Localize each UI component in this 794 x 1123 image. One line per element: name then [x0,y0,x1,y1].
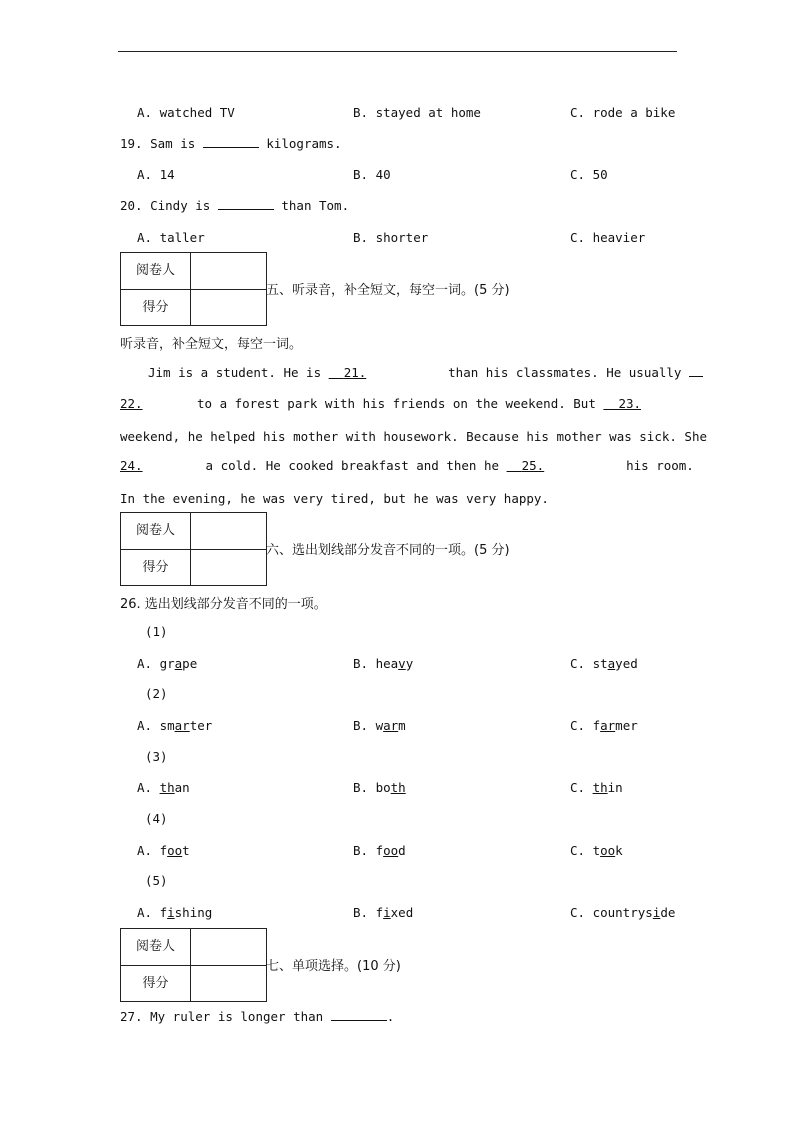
phonics-option-a: A. smarter [137,718,213,733]
score-table [120,512,267,586]
underlined-letters: th [592,780,608,795]
phonics-option-c: C. took [570,843,623,858]
header-rule [118,51,677,52]
phonics-option-b: B. warm [353,718,406,733]
item-number: (4) [145,811,168,826]
phonics-option-b: B. food [353,843,406,858]
underlined-letters: ar [174,718,190,733]
phonics-option-a: A. fishing [137,905,213,920]
q20-option-c: C. heavier [570,230,646,245]
underlined-letters: i [167,905,175,920]
q19-stem [120,136,342,151]
q18-option-a: A. watched TV [137,105,235,120]
q20-suffix: than Tom. [281,198,350,213]
blank-24: 24. [120,458,143,473]
q19-prefix: 19. Sam is [120,136,196,151]
q26-stem: 26. 选出划线部分发音不同的一项。 [120,597,327,612]
score-table [120,252,267,326]
score-cell[interactable] [191,966,266,1002]
phonics-option-a: A. than [137,780,190,795]
score-cell[interactable] [191,290,266,326]
phonics-option-c: C. countryside [570,905,676,920]
q18-option-b: B. stayed at home [353,105,481,120]
q18-option-c: C. rode a bike [570,105,676,120]
reviewer-cell[interactable] [191,929,266,965]
passage-text: In the evening, he was very tired, but he was very happy. [120,491,549,506]
q20-blank [218,198,274,210]
passage-line-4 [120,458,694,473]
underlined-letters: oo [167,843,183,858]
item-number: (3) [145,749,168,764]
reviewer-label: 阅卷人 [121,929,191,965]
reviewer-cell[interactable] [191,513,266,549]
q20-prefix: 20. Cindy is [120,198,211,213]
score-cell[interactable] [191,550,266,586]
underlined-letters: oo [600,843,616,858]
underlined-letters: a [174,656,183,671]
underlined-letters: ar [383,718,399,733]
section6-title: 六、选出划线部分发音不同的一项。(5 分) [266,543,510,558]
underlined-letters: v [398,656,406,671]
q19-blank [203,136,259,148]
passage-text: than his classmates. He usually [448,365,682,380]
q27-stem [120,1009,394,1024]
q19-suffix: kilograms. [266,136,342,151]
reviewer-label: 阅卷人 [121,253,191,289]
underlined-letters: th [390,780,406,795]
blank-23: 23. [618,396,642,411]
reviewer-label: 阅卷人 [121,513,191,549]
section7-title: 七、单项选择。(10 分) [266,959,401,974]
passage-text: Jim is a student. He is [148,365,322,380]
passage-line-3 [120,429,707,444]
q20-option-a: A. taller [137,230,205,245]
q27-blank [331,1009,387,1021]
phonics-option-c: C. thin [570,780,623,795]
blank-25: 25. [521,458,545,473]
item-number: (2) [145,686,168,701]
item-number: (1) [145,624,168,639]
phonics-option-b: B. both [353,780,406,795]
phonics-option-a: A. grape [137,656,198,671]
q27-suffix: . [386,1009,395,1024]
phonics-option-c: C. farmer [570,718,638,733]
passage-line-5 [120,491,549,506]
score-label: 得分 [121,550,191,586]
passage-line-1 [148,365,703,380]
item-number: (5) [145,873,168,888]
phonics-option-b: B. heavy [353,656,414,671]
q19-option-c: C. 50 [570,167,608,182]
underlined-letters: i [652,905,661,920]
q20-option-b: B. shorter [353,230,429,245]
underlined-letters: i [383,905,391,920]
underlined-letters: ar [600,718,616,733]
passage-line-2 [120,396,699,411]
underlined-letters: th [159,780,175,795]
phonics-option-a: A. foot [137,843,190,858]
q19-option-a: A. 14 [137,167,175,182]
passage-text: weekend, he helped his mother with housework. Because his mother was sick. She [120,429,707,444]
section5-title: 五、听录音，补全短文，每空一词。(5 分) [266,283,510,298]
passage-text: to a forest park with his friends on the weekend. But [197,396,596,411]
underlined-letters: a [607,656,616,671]
score-label: 得分 [121,290,191,326]
passage-text: a cold. He cooked breakfast and then he [205,458,500,473]
section5-instruction: 听录音，补全短文，每空一词。 [120,337,303,352]
score-label: 得分 [121,966,191,1002]
q19-option-b: B. 40 [353,167,391,182]
q20-stem [120,198,349,213]
blank-22-start [689,365,703,377]
blank-22: 22. [120,396,143,411]
phonics-option-b: B. fixed [353,905,414,920]
blank-21: 21. [343,365,367,380]
reviewer-cell[interactable] [191,253,266,289]
score-table [120,928,267,1002]
q27-prefix: 27. My ruler is longer than [120,1009,324,1024]
underlined-letters: oo [383,843,399,858]
passage-text: his room. [626,458,694,473]
phonics-option-c: C. stayed [570,656,638,671]
